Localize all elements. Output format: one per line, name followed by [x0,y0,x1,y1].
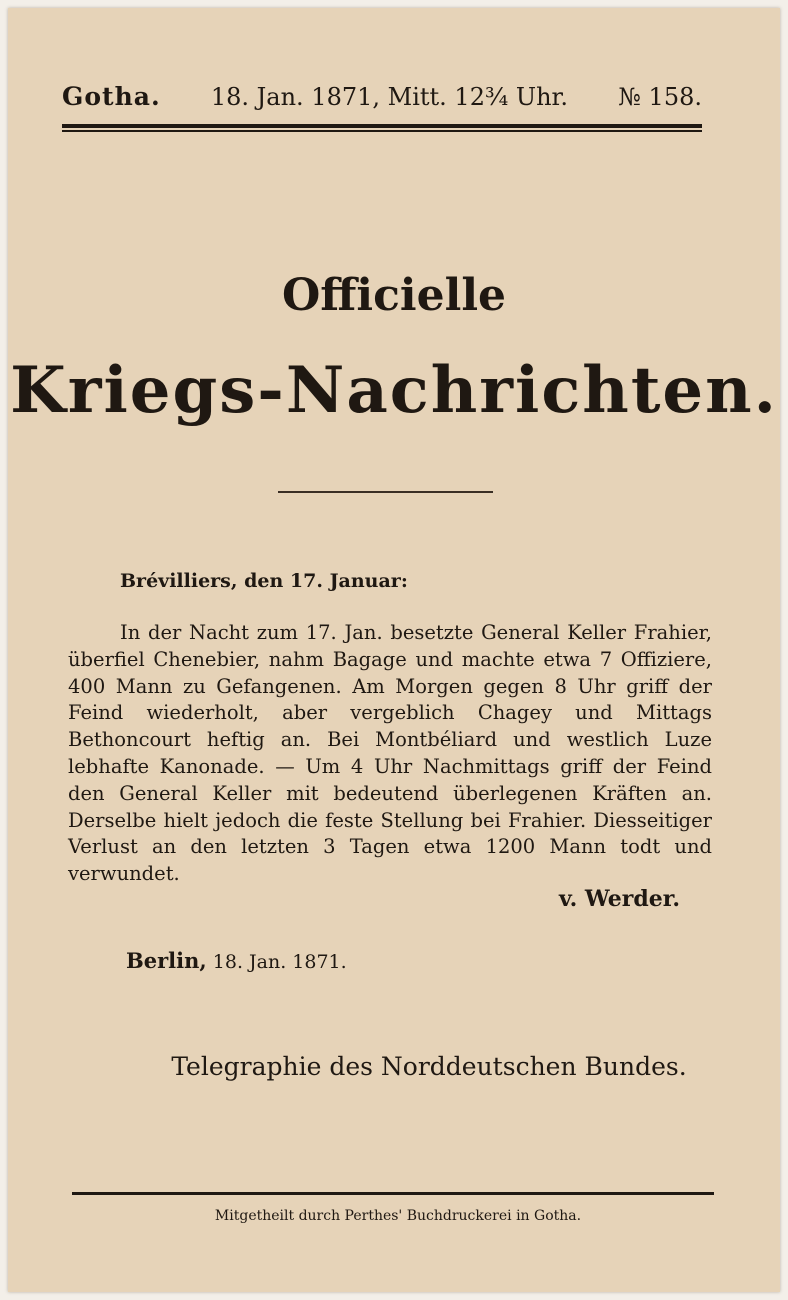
masthead-issue-number: № 158. [618,83,702,111]
masthead-rule-bottom [62,130,702,132]
masthead-date-time: 18. Jan. 1871, Mitt. 12¾ Uhr. [210,83,569,111]
masthead-place: Gotha. [62,82,161,111]
footer-rule [72,1192,714,1195]
origin-date: 18. Jan. 1871. [212,951,347,973]
broadside-sheet [8,8,780,1292]
telegraph-office: Telegraphie des Norddeutschen Bundes. [171,1052,687,1081]
printer-footer: Mitgetheilt durch Perthes' Buchdruckerei in Gotha. [214,1208,582,1224]
title-officielle: Officielle [281,270,507,321]
masthead-rule-top [62,124,702,128]
title-separator [278,491,493,493]
origin-place: Berlin, [126,948,207,973]
masthead [62,82,702,122]
report-dateline: Brévilliers, den 17. Januar: [120,570,408,592]
report-signature: v. Werder. [559,886,680,912]
title-kriegs-nachrichten: Kriegs-Nachrichten. [10,353,778,428]
report-body: In der Nacht zum 17. Jan. besetzte General Keller Frahier, überfiel Chenebier, nahm Bagage und machte etwa 7 Offiziere, 400 Mann zu Gefangenen. Am Morgen gegen 8 Uhr griff der Feind wiederholt, aber vergeblich Chagey und Mittags Bethoncourt heftig an. Bei Montbéliard und westlich Luze lebhafte Kanonade. — Um 4 Uhr Nachmittags griff der Feind den General Keller mit bedeutend überlegenen Kräften an. Derselbe hielt jedoch die feste Stellung bei Frahier. Diesseitiger Verlust an den letzten 3 Tagen etwa 1200 Mann todt und verwundet. [68,621,712,886]
origin-line [126,948,347,973]
